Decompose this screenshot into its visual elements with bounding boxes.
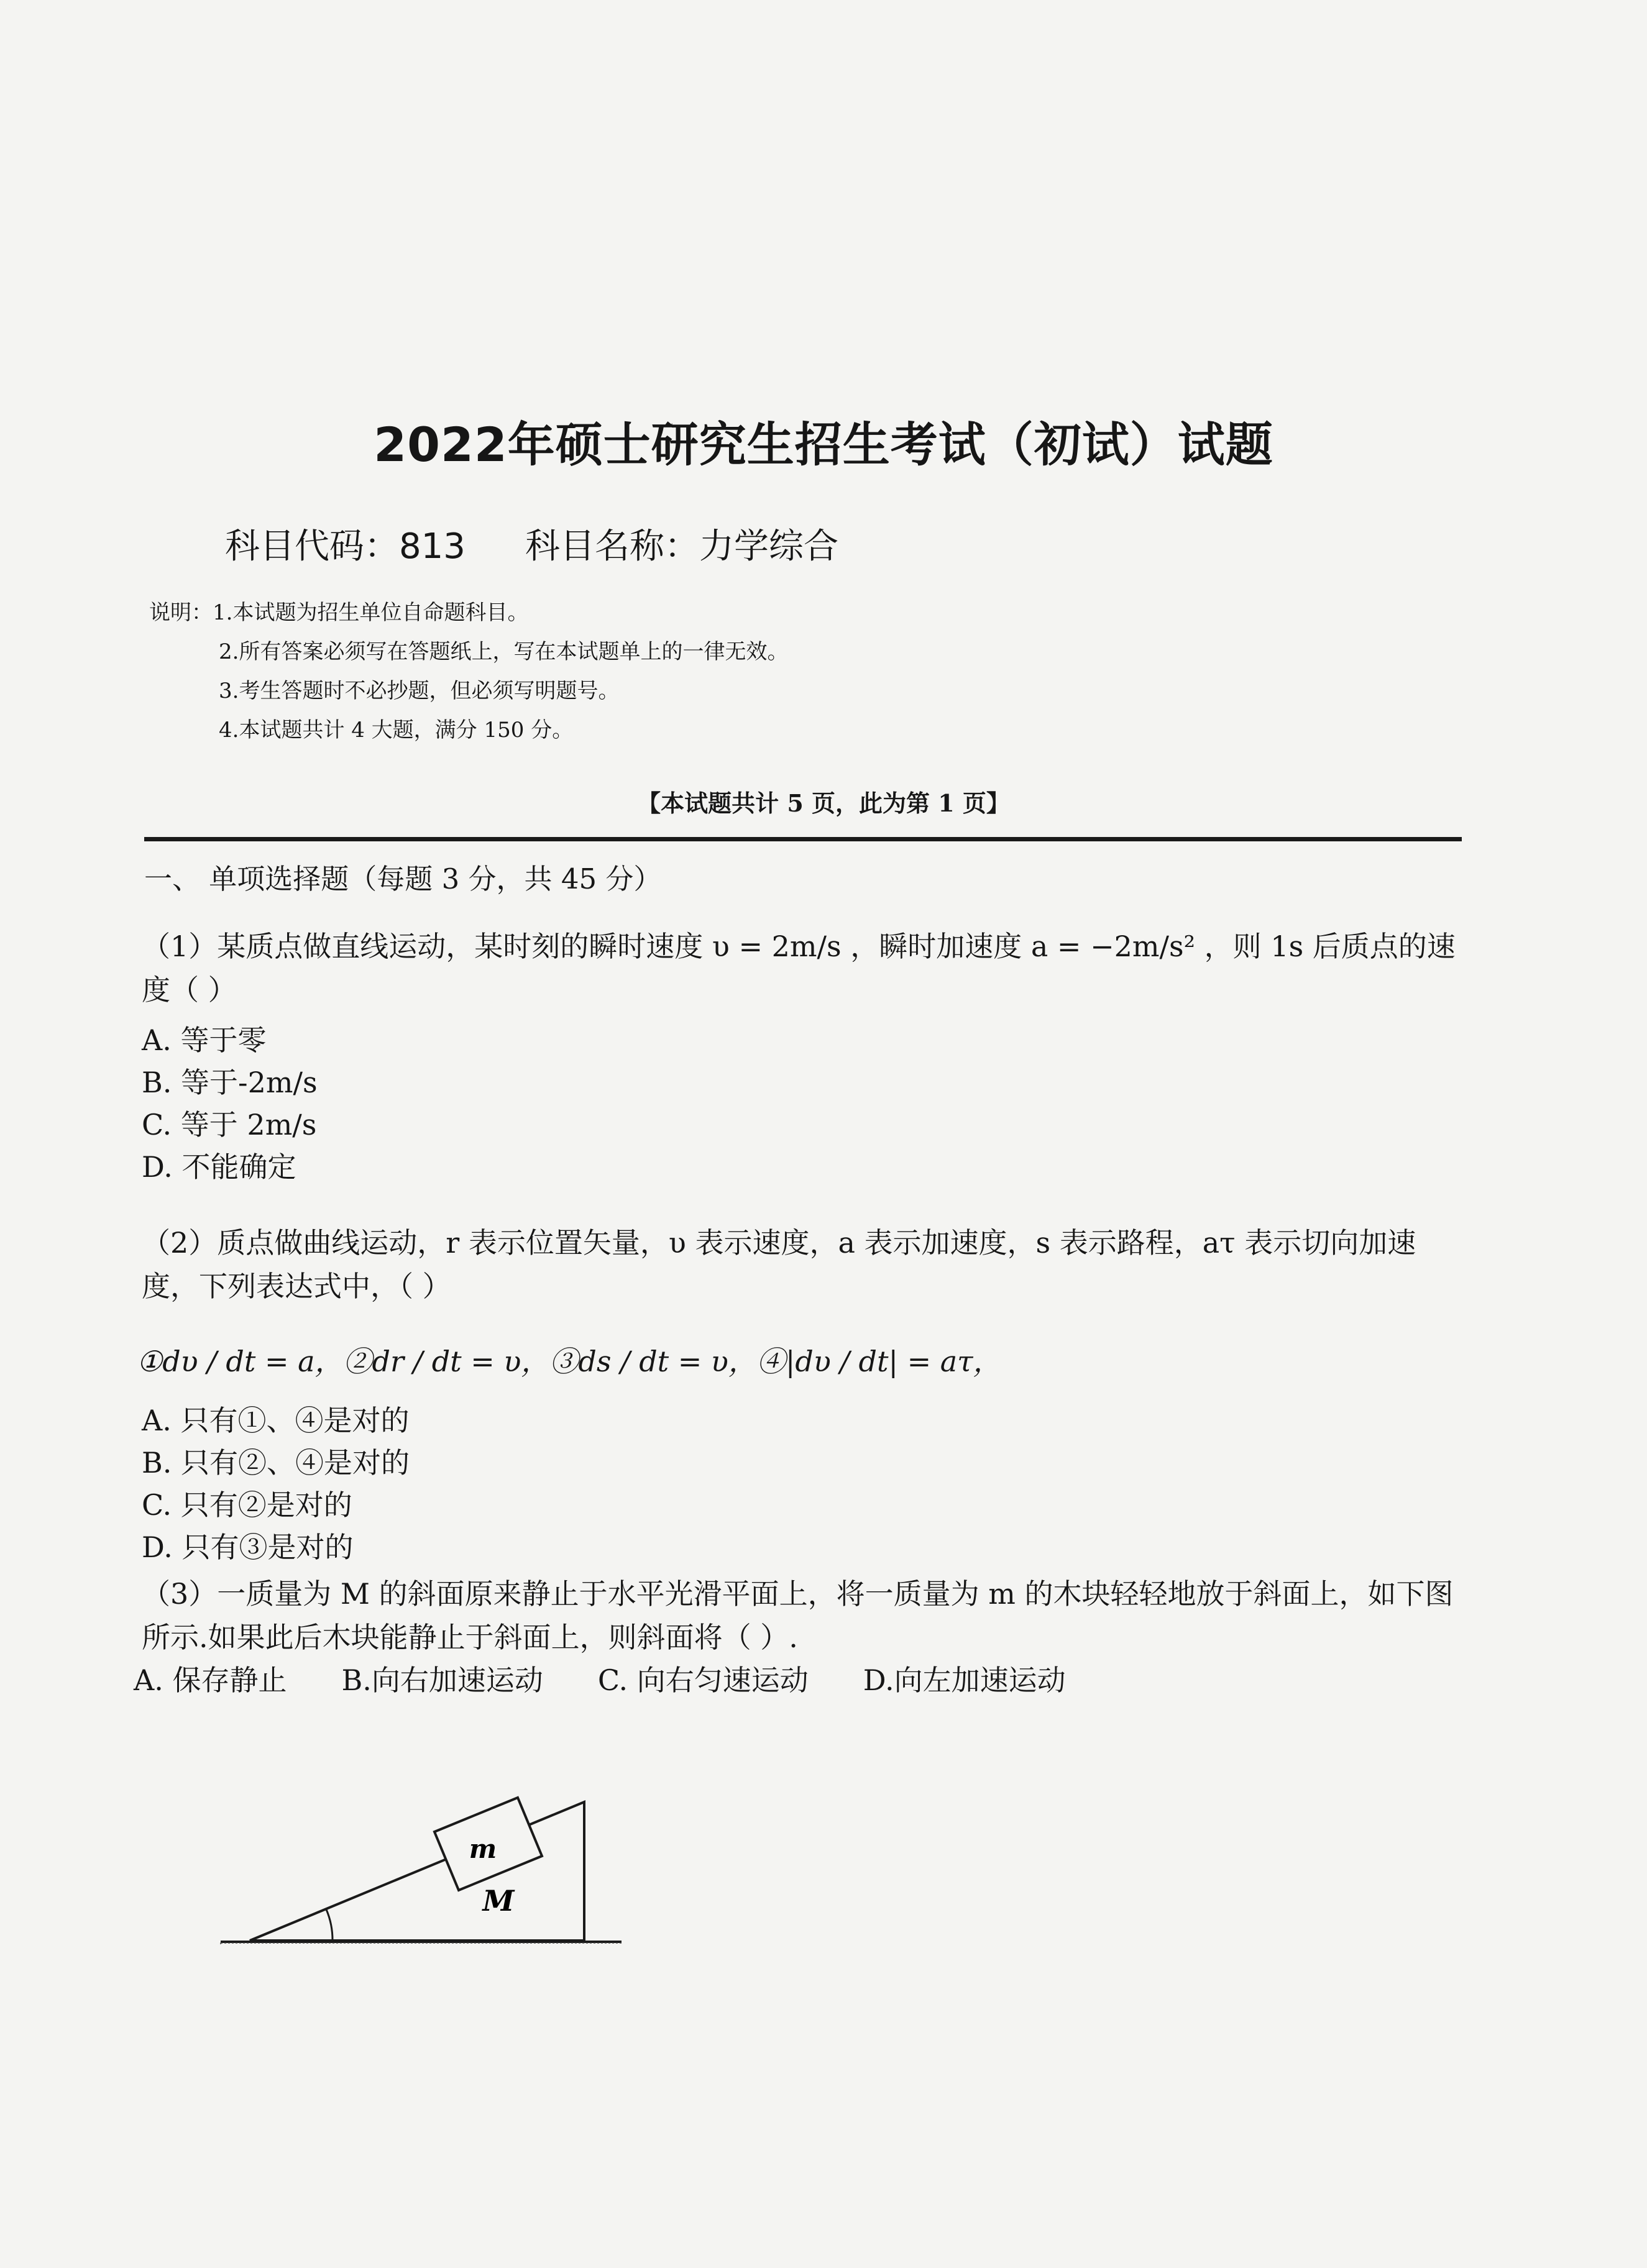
instruction-item xyxy=(149,593,788,633)
instructions-label: 说明： xyxy=(149,600,213,625)
subject-name: 科目名称：力学综合 xyxy=(525,526,838,567)
instruction-item: 4.本试题共计 4 大题，满分 150 分。 xyxy=(219,718,574,743)
instruction-item: 2.所有答案必须写在答题纸上，写在本试题单上的一律无效。 xyxy=(219,639,789,664)
question-2-option-c: C. 只有②是对的 xyxy=(142,1488,352,1522)
question-1-option-c: C. 等于 2m/s xyxy=(142,1108,317,1141)
section-heading: 一、 单项选择题（每题 3 分，共 45 分） xyxy=(144,862,662,895)
instructions xyxy=(149,593,788,750)
question-1-option-a: A. 等于零 xyxy=(142,1023,267,1057)
question-3-option-c: C. 向右匀速运动 xyxy=(597,1663,809,1697)
incline-wedge xyxy=(250,1802,584,1941)
ground-hatching xyxy=(221,1943,622,1945)
divider-line xyxy=(144,837,1462,841)
question-2-stem: （2）质点做曲线运动，r 表示位置矢量，υ 表示速度，a 表示加速度，s 表示路程，aτ 表示切向加速度，下列表达式中，（ ） xyxy=(142,1226,1416,1303)
incline-angle-arc xyxy=(326,1909,333,1941)
question-2-formulas: ①dυ / dt = a，②dr / dt = υ，③ds / dt = υ，④|dυ / dt| = aτ， xyxy=(137,1345,1002,1378)
question-3-option-b: B.向右加速运动 xyxy=(341,1663,543,1697)
question-3-option-a: A. 保存静止 xyxy=(134,1663,287,1697)
question-1-option-b: B. 等于-2m/s xyxy=(142,1066,318,1099)
question-2-option-d: D. 只有③是对的 xyxy=(142,1530,354,1564)
incline-diagram xyxy=(211,1721,646,1945)
block-label: m xyxy=(469,1834,497,1864)
question-1-option-d: D. 不能确定 xyxy=(142,1150,296,1184)
question-3-option-d: D.向左加速运动 xyxy=(863,1663,1066,1697)
question-1-stem: （1）某质点做直线运动，某时刻的瞬时速度 υ = 2m/s ，瞬时加速度 a = −2m/s² ，则 1s 后质点的速度（ ） xyxy=(142,930,1456,1007)
instruction-item: 3.考生答题时不必抄题，但必须写明题号。 xyxy=(219,679,620,703)
exam-title: 2022年硕士研究生招生考试（初试）试题 xyxy=(374,417,1273,472)
instruction-text: 1.本试题为招生单位自命题科目。 xyxy=(213,600,529,625)
page-count-note: 【本试题共计 5 页，此为第 1 页】 xyxy=(637,789,1010,817)
incline-label: M xyxy=(482,1884,515,1918)
question-3-stem: （3）一质量为 M 的斜面原来静止于水平光滑平面上，将一质量为 m 的木块轻轻地放于斜面上，如下图所示.如果此后木块能静止于斜面上，则斜面将（ ）. xyxy=(142,1577,1454,1654)
question-2-option-a: A. 只有①、④是对的 xyxy=(142,1404,410,1437)
question-2-option-b: B. 只有②、④是对的 xyxy=(142,1446,410,1479)
subject-code: 科目代码：813 xyxy=(225,526,466,567)
